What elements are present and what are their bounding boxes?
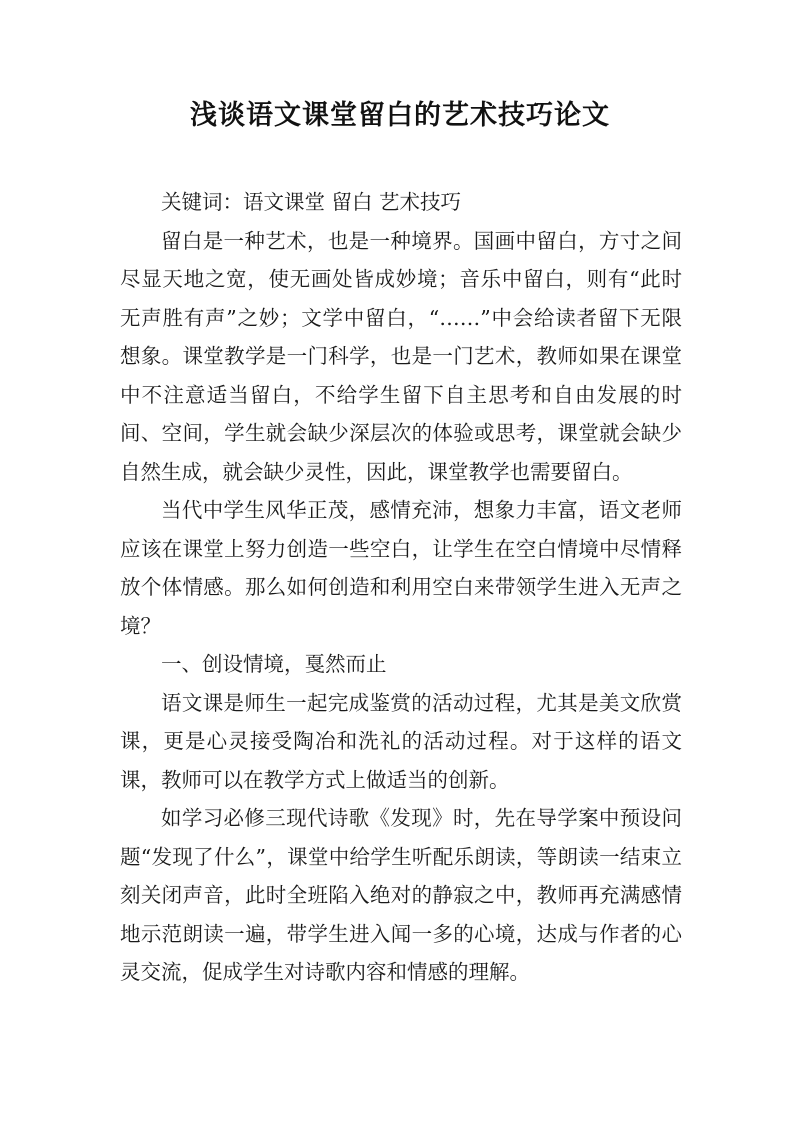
- body-paragraph: 当代中学生风华正茂，感情充沛，想象力丰富，语文老师应该在课堂上努力创造一些空白，让学生在空白情境中尽情释放个体情感。那么如何创造和利用空白来带领学生进入无声之境？: [120, 498, 682, 638]
- keywords-paragraph: 关键词：语文课堂 留白 艺术技巧: [161, 190, 462, 214]
- body-paragraph: 如学习必修三现代诗歌《发现》时，先在导学案中预设问题“发现了什么”，课堂中给学生听配乐朗读，等朗读一结束立刻关闭声音，此时全班陷入绝对的静寂之中，教师再充满感情地示范朗读一遍，带学生进入闻一多的心境，达成与作者的心灵交流，促成学生对诗歌内容和情感的理解。: [120, 806, 682, 984]
- body-paragraph: 语文课是师生一起完成鉴赏的活动过程，尤其是美文欣赏课，更是心灵接受陶冶和洗礼的活动过程。对于这样的语文课，教师可以在教学方式上做适当的创新。: [120, 690, 682, 792]
- body-paragraph: 留白是一种艺术，也是一种境界。国画中留白，方寸之间尽显天地之宽，使无画处皆成妙境；音乐中留白，则有“此时无声胜有声”之妙；文学中留白，“……”中会给读者留下无限想象。课堂教学是一门科学，也是一门艺术，教师如果在课堂中不注意适当留白，不给学生留下自主思考和自由发展的时间、空间，学生就会缺少深层次的体验或思考，课堂就会缺少自然生成，就会缺少灵性，因此，课堂教学也需要留白。: [120, 228, 682, 484]
- document-title: 浅谈语文课堂留白的艺术技巧论文: [190, 100, 610, 131]
- document-body: [120, 183, 682, 992]
- section-heading: 一、创设情境，戛然而止: [161, 652, 387, 676]
